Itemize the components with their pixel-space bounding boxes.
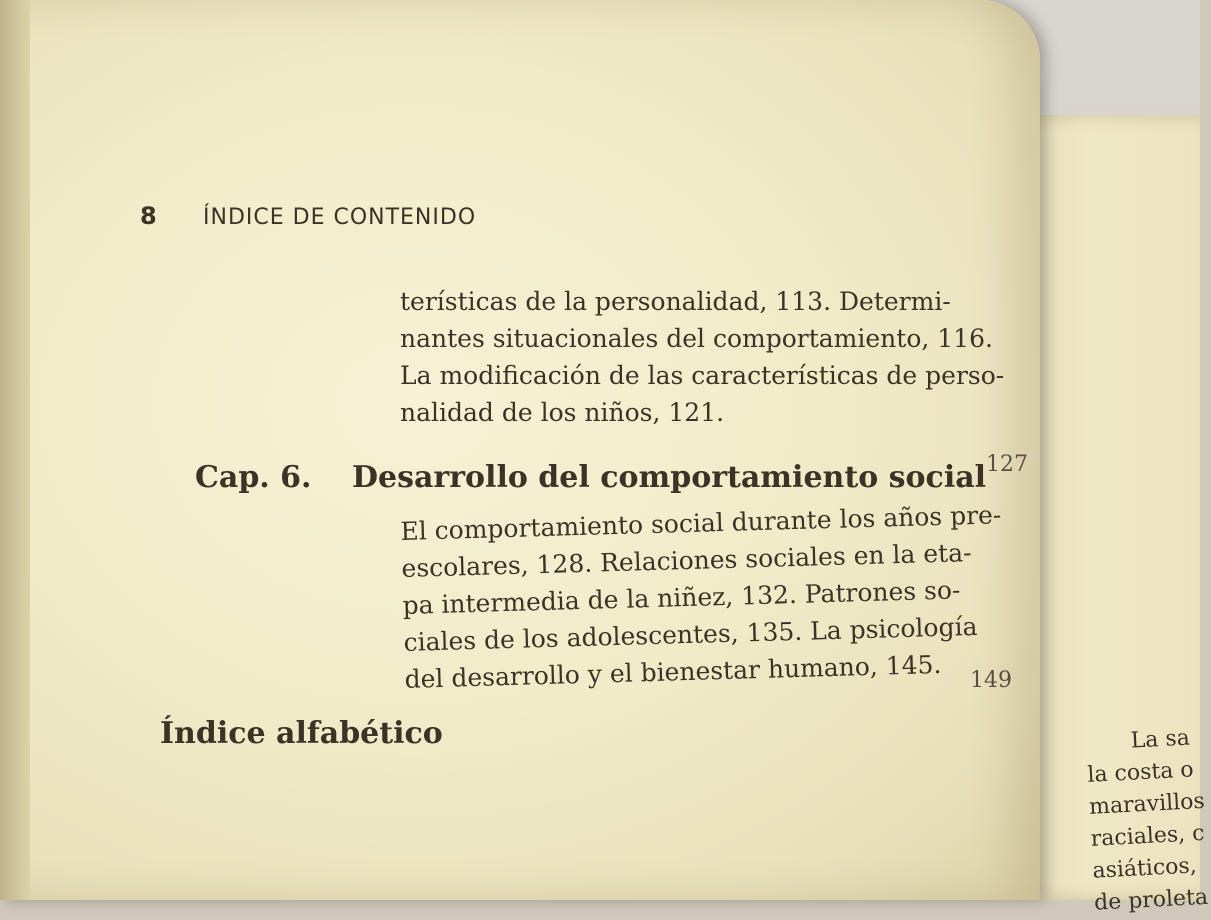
chapter-label: Cap. 6.	[195, 460, 312, 495]
chapter-page-number: 127	[986, 452, 1028, 477]
index-title: Índice alfabético	[160, 716, 443, 751]
chapter-5-contents	[400, 283, 1004, 431]
chapter-title: Desarrollo del comportamiento social	[352, 460, 987, 495]
right-page-line: raciales, c	[1090, 820, 1206, 852]
right-page-line: de proleta	[1093, 884, 1209, 916]
right-page-line: maravillos	[1088, 788, 1206, 820]
contents-line: La modificación de las características de perso-	[400, 361, 1005, 390]
contents-line: pa intermedia de la niñez, 132. Patrones so-	[402, 575, 961, 620]
right-page-text	[1085, 722, 1211, 920]
index-page-number: 149	[970, 668, 1012, 693]
running-header: ÍNDICE DE CONTENIDO	[203, 205, 477, 230]
contents-line: El comportamiento social durante los años pre-	[400, 500, 1002, 546]
contents-line: nantes situacionales del comportamiento, 116.	[400, 324, 993, 353]
right-page-line: la costa o	[1086, 757, 1195, 788]
contents-line: ciales de los adolescentes, 135. La psicología	[403, 611, 978, 657]
page-number: 8	[140, 202, 157, 230]
contents-line: escolares, 128. Relaciones sociales en la eta-	[401, 538, 972, 583]
contents-line: nalidad de los niños, 121.	[400, 398, 725, 427]
chapter-6-contents	[400, 496, 1006, 698]
contents-line: del desarrollo y el bienestar humano, 145.	[404, 649, 942, 694]
right-page-line: asiáticos,	[1091, 853, 1198, 884]
right-page-line: La sa	[1130, 725, 1191, 754]
contents-line: terísticas de la personalidad, 113. Determi-	[400, 287, 951, 316]
